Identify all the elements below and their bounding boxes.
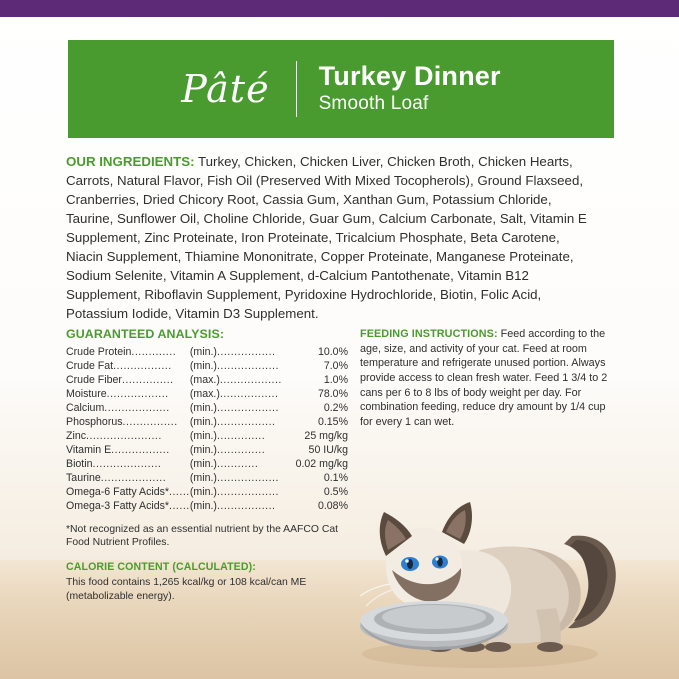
nutrient-name: Zinc...................... <box>66 429 162 442</box>
guaranteed-analysis-column <box>66 327 348 604</box>
nutrient-value: 0.15% <box>317 415 348 428</box>
nutrient-value: 0.5% <box>323 485 348 498</box>
feeding-instructions-section <box>360 327 610 430</box>
nutrient-value: 0.02 mg/kg <box>295 457 348 470</box>
nutrient-value: 0.2% <box>323 401 348 414</box>
guaranteed-analysis-footnote: *Not recognized as an essential nutrient by the AAFCO Cat Food Nutrient Profiles. <box>66 523 339 549</box>
nutrient-qualifier: (min.)................. <box>189 415 276 428</box>
guaranteed-analysis-row <box>66 346 348 360</box>
guaranteed-analysis-row <box>66 458 348 472</box>
product-title: Turkey Dinner <box>318 61 501 92</box>
nutrient-qualifier: (min.).................. <box>189 485 279 498</box>
guaranteed-analysis-body <box>66 346 348 514</box>
guaranteed-analysis-row <box>66 402 348 416</box>
calorie-content-text: This food contains 1,265 kcal/kg or 108 kcal/can ME (metabolizable energy). <box>66 577 307 602</box>
ingredients-section <box>66 152 600 323</box>
ingredients-text: Turkey, Chicken, Chicken Liver, Chicken Broth, Chicken Hearts, Carrots, Natural Flavor, Fish Oil (Preserved With Mixed Tocopherols), Ground Flaxseed, Cranberries, Dried Chicory Root, Cassia Gum, Xanthan Gum, Potassium Chloride, Taurine, Sunflower Oil, Choline Chloride, Guar Gum, Calcium Carbonate, Salt, Vitamin E Supplement, Zinc Proteinate, Iron Proteinate, Tricalcium Phosphate, Beta Carotene, Niacin Supplement, Thiamine Mononitrate, Copper Proteinate, Manganese Proteinate, Sodium Selenite, Vitamin A Supplement, d-Calcium Pantothenate, Vitamin B12 Supplement, Riboflavin Supplement, Pyridoxine Hydrochloride, Biotin, Folic Acid, Potassium Iodide, Vitamin D3 Supplement. <box>66 154 587 321</box>
nutrient-qualifier: (min.).................. <box>189 471 279 484</box>
nutrient-name: Crude Fat................. <box>66 359 172 372</box>
calorie-content-block <box>66 561 348 603</box>
nutrient-qualifier: (min.).............. <box>189 443 266 456</box>
calorie-content-heading: CALORIE CONTENT (CALCULATED): <box>66 561 256 574</box>
feeding-instructions-text: Feed according to the age, size, and activity of your cat. Feed at room temperature and refrigerate unused portion. Always provide access to clean fresh water. Feed 1 3/4 to 2 cans per 6 to 8 lbs of body weight per day. For combination feeding, reduce dry amount by 1/4 cup for every 1 can wet. <box>360 328 608 429</box>
nutrient-qualifier: (max.).................. <box>189 373 282 386</box>
nutrient-value: 25 mg/kg <box>304 429 348 442</box>
ingredients-label: OUR INGREDIENTS: <box>66 154 195 169</box>
nutrient-name: Phosphorus................ <box>66 415 178 428</box>
guaranteed-analysis-heading: GUARANTEED ANALYSIS: <box>66 327 225 341</box>
hero-divider <box>296 61 297 117</box>
nutrient-value: 50 IU/kg <box>308 443 348 456</box>
top-purple-band <box>0 0 679 17</box>
product-hero-banner <box>68 40 614 138</box>
hero-inner <box>181 61 500 117</box>
nutrient-name: Taurine................... <box>66 471 167 484</box>
nutrient-value: 0.1% <box>323 471 348 484</box>
nutrient-qualifier: (min.).............. <box>189 429 266 442</box>
guaranteed-analysis-row <box>66 360 348 374</box>
nutrient-qualifier: (min.).................. <box>189 359 279 372</box>
guaranteed-analysis-row <box>66 472 348 486</box>
nutrient-qualifier: (min.).................. <box>189 401 279 414</box>
guaranteed-analysis-row <box>66 500 348 514</box>
nutrient-qualifier: (min.)................. <box>189 346 276 358</box>
nutrient-name: Crude Protein............. <box>66 346 177 358</box>
nutrient-qualifier: (max.)................. <box>189 387 279 400</box>
guaranteed-analysis-row <box>66 486 348 500</box>
product-subtitle: Smooth Loaf <box>318 92 429 114</box>
nutrient-name: Crude Fiber............... <box>66 373 174 386</box>
nutrient-value: 0.08% <box>317 499 348 512</box>
feeding-instructions-heading: FEEDING INSTRUCTIONS: <box>360 328 498 340</box>
nutrient-name: Omega-6 Fatty Acids*...... <box>66 485 190 498</box>
guaranteed-analysis-row <box>66 444 348 458</box>
nutrient-value: 10.0% <box>317 346 348 358</box>
guaranteed-analysis-row <box>66 430 348 444</box>
nutrient-value: 1.0% <box>323 373 348 386</box>
nutrient-value: 78.0% <box>317 387 348 400</box>
guaranteed-analysis-row <box>66 388 348 402</box>
hero-pate-script: Pâté <box>181 67 270 111</box>
nutrient-qualifier: (min.)................. <box>189 499 276 512</box>
cat-illustration <box>330 440 679 679</box>
nutrient-name: Omega-3 Fatty Acids*...... <box>66 499 190 512</box>
hero-text-group <box>319 62 501 115</box>
nutrient-name: Biotin.................... <box>66 457 162 470</box>
guaranteed-analysis-row <box>66 416 348 430</box>
guaranteed-analysis-row <box>66 374 348 388</box>
nutrient-qualifier: (min.)............ <box>189 457 259 470</box>
nutrient-name: Vitamin E................. <box>66 443 170 456</box>
nutrient-value: 7.0% <box>323 359 348 372</box>
nutrient-name: Calcium................... <box>66 401 170 414</box>
nutrient-name: Moisture.................. <box>66 387 169 400</box>
guaranteed-analysis-table <box>66 346 348 514</box>
siamese-cat-icon <box>330 440 679 679</box>
feeding-instructions-column <box>360 327 610 430</box>
